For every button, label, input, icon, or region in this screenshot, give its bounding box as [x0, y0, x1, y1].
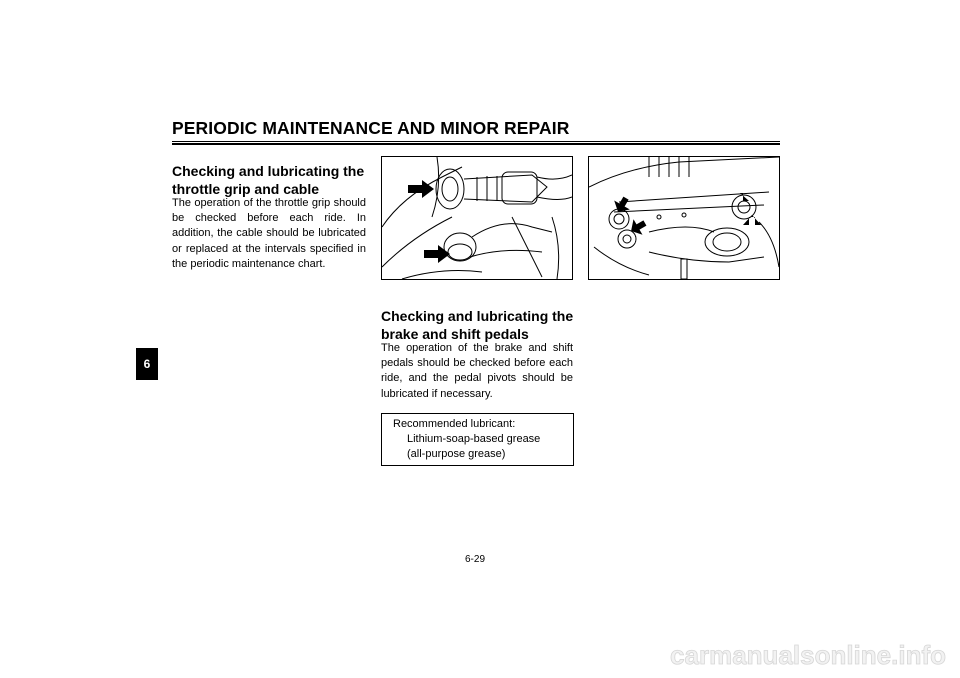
figure-throttle-grip: [381, 156, 573, 280]
lubricant-line-1: Lithium-soap-based grease: [407, 433, 541, 445]
watermark-text: carmanualsonline.info: [670, 640, 946, 670]
throttle-illustration: [382, 157, 572, 279]
recommended-lubricant-box: [381, 413, 574, 466]
figure-pedal-pivots: [588, 156, 780, 280]
heading-line: throttle grip and cable: [172, 181, 320, 197]
chapter-tab: 6: [136, 348, 158, 380]
header-rule: [172, 141, 780, 142]
section-body-pedals: The operation of the brake and shift pedals should be checked before each ride, and the pedal pivots should be lubricated if necessary.: [381, 342, 573, 400]
page-header-title: PERIODIC MAINTENANCE AND MINOR REPAIR: [172, 118, 570, 138]
section-heading-throttle: [172, 162, 372, 198]
page-number: 6-29: [465, 554, 486, 565]
section-body-throttle: The operation of the throttle grip should be checked before each ride. In addition, the cable should be lubricated or replaced at the intervals specified in the periodic maintenance chart.: [172, 197, 366, 270]
lubricant-line-2: (all-purpose grease): [407, 448, 506, 460]
header-rule-thick: [172, 143, 780, 145]
heading-line: brake and shift pedals: [381, 326, 529, 342]
heading-line: Checking and lubricating the: [381, 308, 574, 324]
heading-line: Checking and lubricating the: [172, 163, 365, 179]
lubricant-label: Recommended lubricant:: [393, 418, 516, 430]
watermark: [608, 640, 948, 670]
section-heading-pedals: [381, 307, 581, 343]
pedal-illustration: [589, 157, 779, 279]
